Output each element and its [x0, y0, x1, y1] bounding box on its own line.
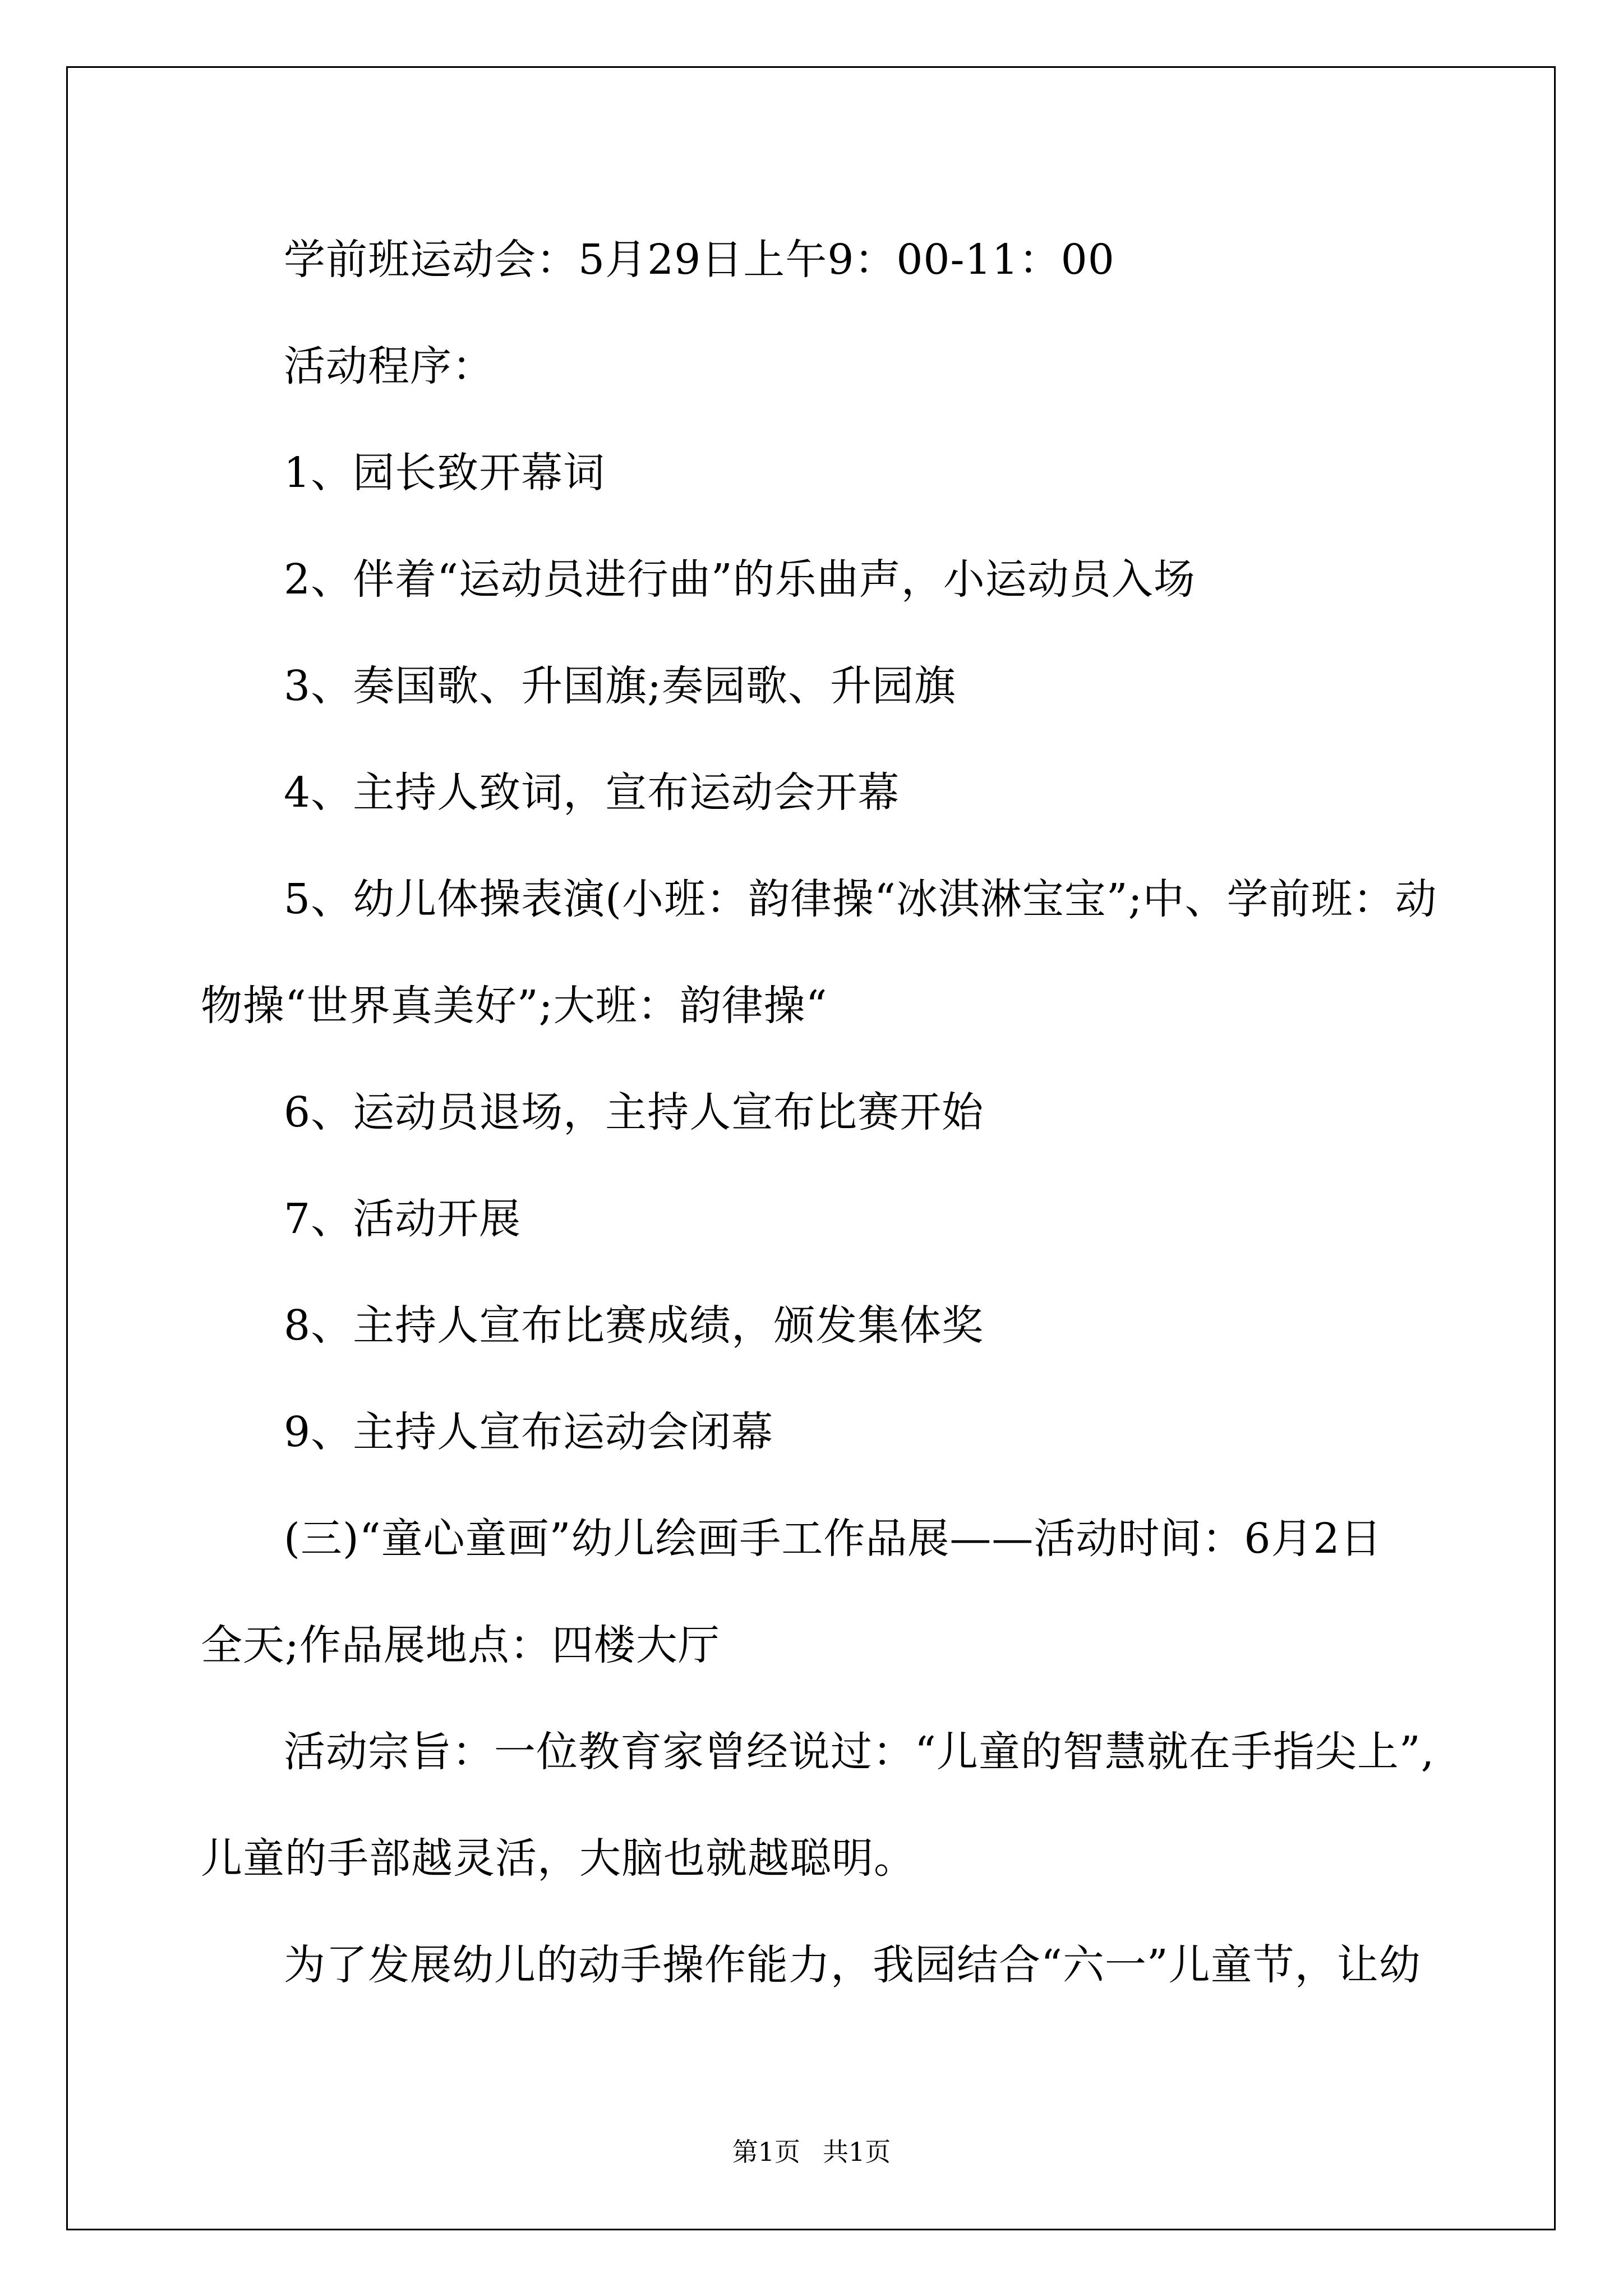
- paragraph-line: 活动宗旨：一位教育家曾经说过：“儿童的智慧就在手指尖上”,: [284, 1728, 1435, 1776]
- paragraph-line: (三)“童心童画”幼儿绘画手工作品展——活动时间：6月2日: [284, 1515, 1382, 1563]
- document-body: [201, 206, 1440, 2018]
- paragraph-line: 活动程序：: [284, 342, 494, 390]
- page-number-current: 第1页: [732, 2137, 800, 2167]
- paragraph-line: 物操“世界真美好”;大班：韵律操“: [201, 982, 828, 1030]
- paragraph-line: 5、幼儿体操表演(小班：韵律操“冰淇淋宝宝”;中、学前班：动: [284, 875, 1437, 923]
- paragraph-line: 3、奏国歌、升国旗;奏园歌、升园旗: [284, 662, 957, 710]
- paragraph-line: 2、伴着“运动员进行曲”的乐曲声，小运动员入场: [284, 555, 1196, 604]
- paragraph-line: 8、主持人宣布比赛成绩，颁发集体奖: [284, 1301, 984, 1350]
- paragraph-line: 4、主持人致词，宣布运动会开幕: [284, 769, 900, 817]
- paragraph-line: 6、运动员退场，主持人宣布比赛开始: [284, 1088, 984, 1137]
- paragraph-line: 全天;作品展地点：四楼大厅: [201, 1621, 720, 1669]
- paragraph-line: 9、主持人宣布运动会闭幕: [284, 1408, 774, 1456]
- paragraph-line: 为了发展幼儿的动手操作能力，我园结合“六一”儿童节，让幼: [284, 1941, 1421, 1989]
- paragraph-line: 1、园长致开幕词: [284, 449, 606, 497]
- paragraph-line: 儿童的手部越灵活，大脑也就越聪明。: [201, 1834, 916, 1883]
- paragraph-line: 7、活动开展: [284, 1195, 522, 1243]
- page-number-total: 共1页: [823, 2137, 891, 2167]
- page-footer: [0, 2132, 1623, 2169]
- paragraph-line: 学前班运动会：5月29日上午9：00-11：00: [284, 236, 1115, 284]
